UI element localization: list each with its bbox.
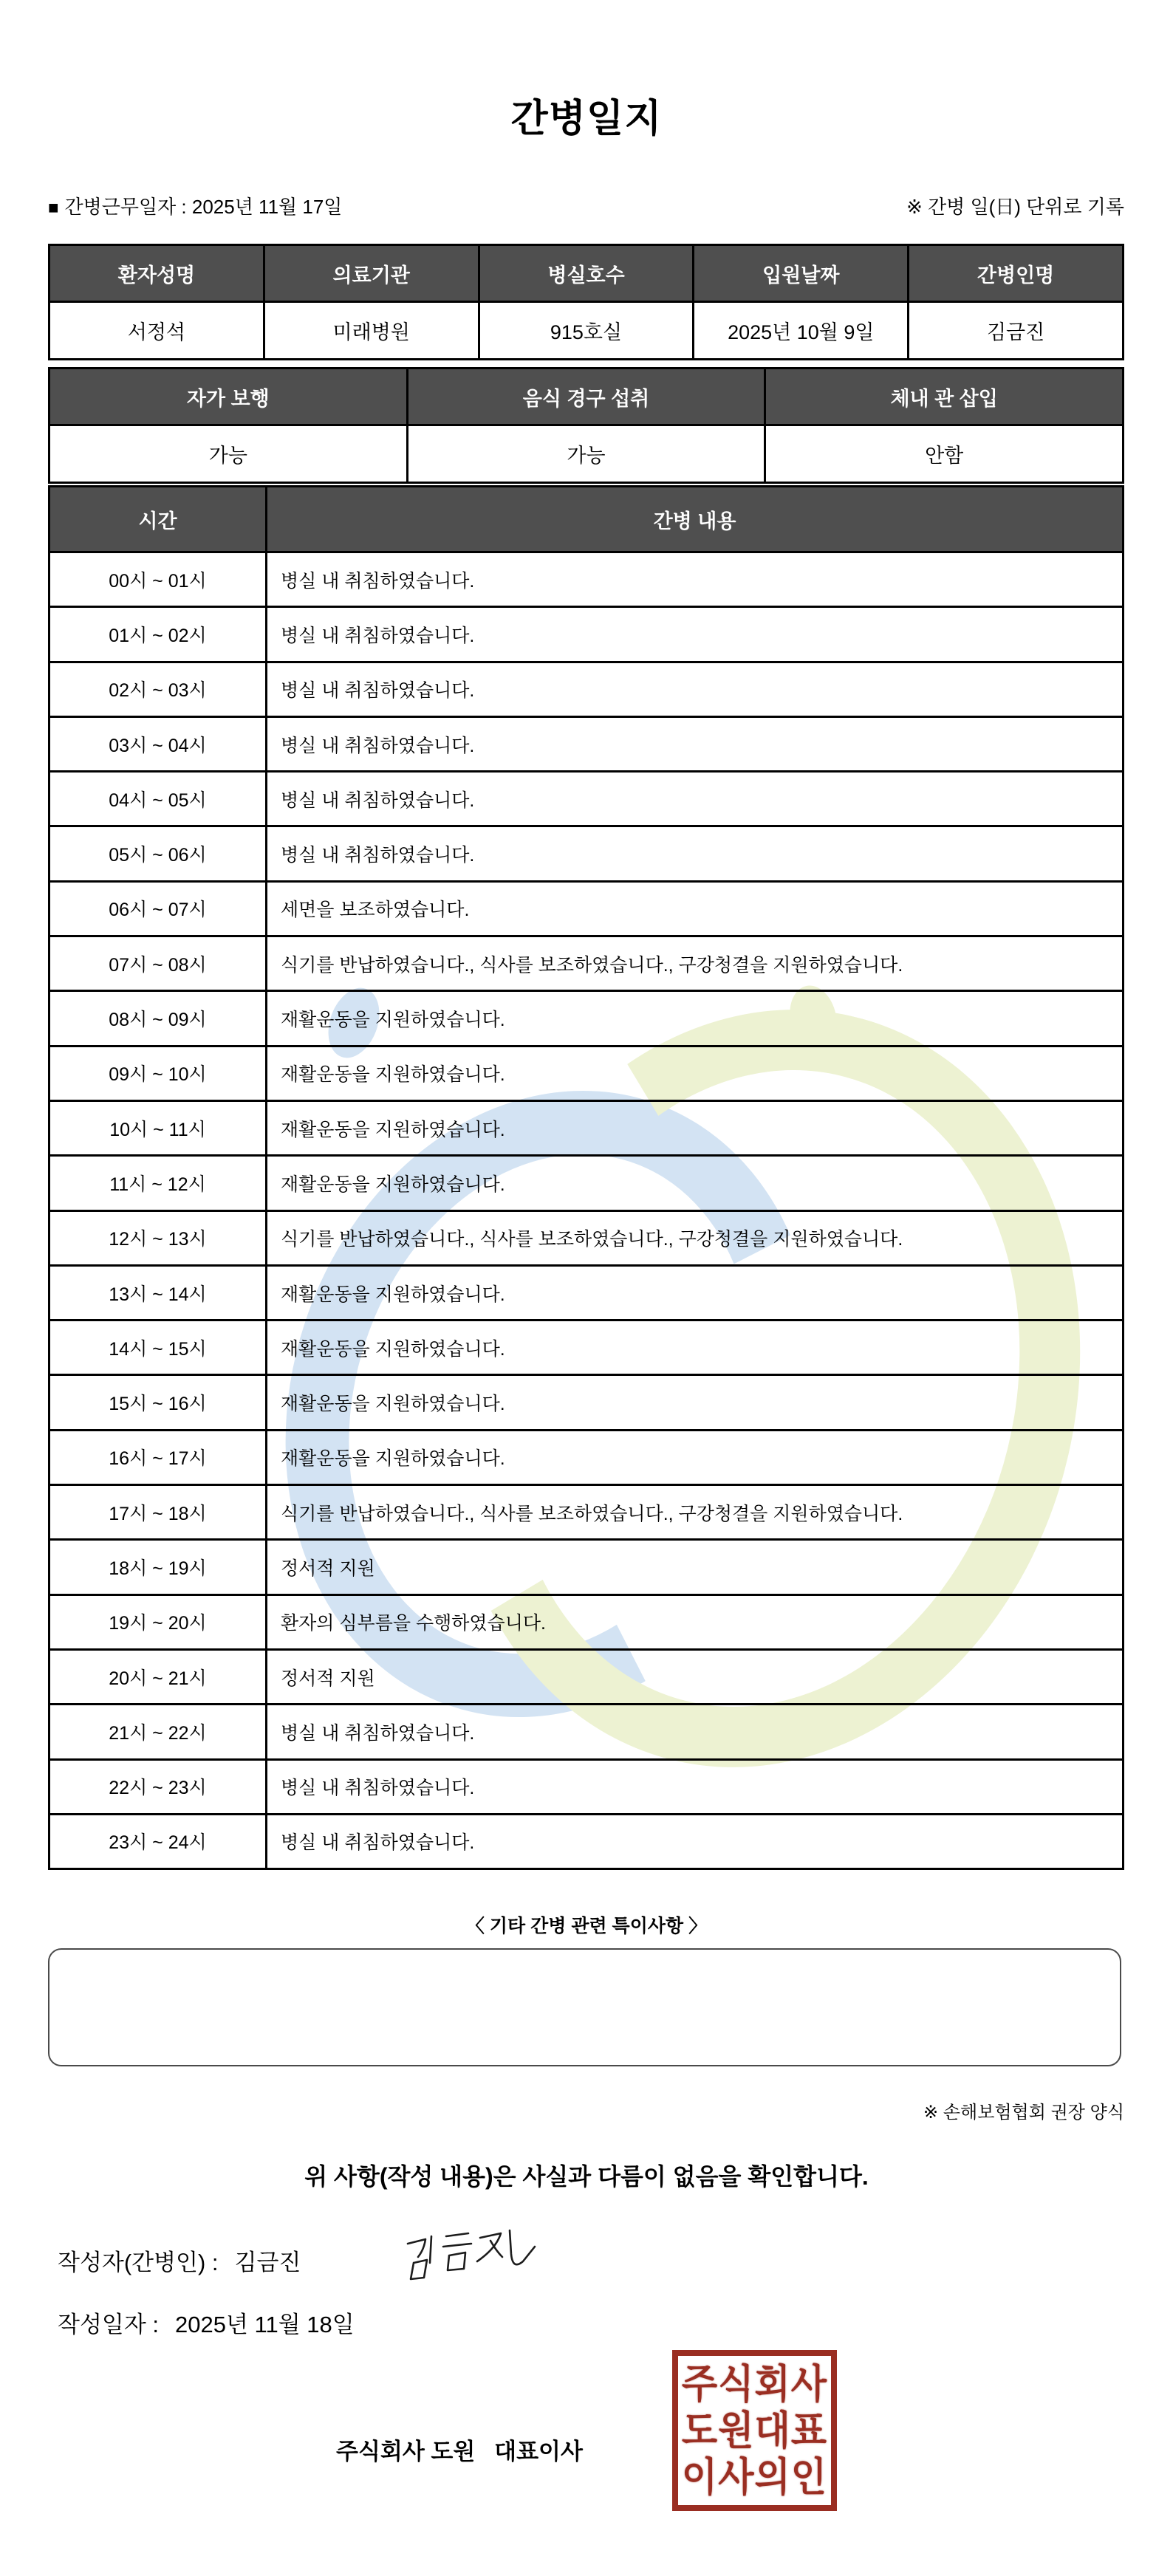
care-log-content: 식기를 반납하였습니다., 식사를 보조하였습니다., 구강청결을 지원하였습니다. xyxy=(267,1485,1124,1540)
care-log-time: 20시 ~ 21시 xyxy=(49,1649,267,1704)
write-date-line xyxy=(58,2306,355,2339)
care-log-time: 21시 ~ 22시 xyxy=(49,1705,267,1759)
header-admission-date: 입원날짜 xyxy=(694,245,909,302)
header-patient-name: 환자성명 xyxy=(49,245,264,302)
care-log-time: 18시 ~ 19시 xyxy=(49,1540,267,1594)
care-log-content: 재활운동을 지원하였습니다. xyxy=(267,1156,1124,1210)
remarks-section-title: 〈 기타 간병 관련 특이사항 〉 xyxy=(465,1916,708,1936)
care-log-content: 재활운동을 지원하였습니다. xyxy=(267,991,1124,1046)
insurance-form-note: ※ 손해보험협회 권장 양식 xyxy=(923,2103,1124,2123)
company-seal-stamp-icon xyxy=(672,2350,837,2511)
writer-name: 김금진 xyxy=(234,2250,301,2275)
care-log-row xyxy=(49,716,1124,771)
care-log-time: 06시 ~ 07시 xyxy=(49,881,267,936)
care-log-content: 세면을 보조하였습니다. xyxy=(267,881,1124,936)
care-log-time: 01시 ~ 02시 xyxy=(49,607,267,662)
value-oral-intake: 가능 xyxy=(407,425,765,483)
care-log-time: 11시 ~ 12시 xyxy=(49,1156,267,1210)
header-oral-intake: 음식 경구 섭취 xyxy=(407,369,765,425)
care-log-content: 정서적 지원 xyxy=(267,1540,1124,1594)
signature-strokes-icon xyxy=(397,2224,538,2298)
care-log-content: 재활운동을 지원하였습니다. xyxy=(267,1100,1124,1155)
page-title: 간병일지 xyxy=(510,97,663,140)
care-log-row xyxy=(49,1485,1124,1540)
care-log-content: 병실 내 취침하였습니다. xyxy=(267,1759,1124,1814)
meta-row xyxy=(48,192,1124,219)
value-medical-org: 미래병원 xyxy=(264,302,479,360)
value-tube-inserted: 안함 xyxy=(765,425,1124,483)
care-log-content: 재활운동을 지원하였습니다. xyxy=(267,1046,1124,1100)
care-log-time: 19시 ~ 20시 xyxy=(49,1594,267,1649)
header-self-walking: 자가 보행 xyxy=(49,369,408,425)
value-patient-name: 서정석 xyxy=(49,302,264,360)
care-log-time: 02시 ~ 03시 xyxy=(49,662,267,716)
care-work-date xyxy=(48,192,342,219)
care-log-time: 03시 ~ 04시 xyxy=(49,716,267,771)
writer-label: 작성자(간병인) : xyxy=(58,2250,219,2275)
care-log-time: 16시 ~ 17시 xyxy=(49,1430,267,1484)
care-log-row xyxy=(49,1814,1124,1868)
header-room-number: 병실호수 xyxy=(479,245,694,302)
care-log-header-row xyxy=(49,487,1124,552)
care-log-content: 병실 내 취침하였습니다. xyxy=(267,826,1124,881)
care-work-date-text: 간병근무일자 : 2025년 11월 17일 xyxy=(64,196,343,218)
care-log-content: 재활운동을 지원하였습니다. xyxy=(267,1375,1124,1430)
care-log-row xyxy=(49,1540,1124,1594)
patient-info-table xyxy=(48,244,1124,360)
care-log-row xyxy=(49,1265,1124,1320)
care-log-time: 23시 ~ 24시 xyxy=(49,1814,267,1868)
care-log-row xyxy=(49,1375,1124,1430)
caregiver-signature xyxy=(397,2224,538,2302)
care-log-content: 병실 내 취침하였습니다. xyxy=(267,1814,1124,1868)
value-room-number: 915호실 xyxy=(479,302,694,360)
care-log-row xyxy=(49,936,1124,991)
care-log-time: 12시 ~ 13시 xyxy=(49,1210,267,1265)
care-log-row xyxy=(49,1759,1124,1814)
care-log-row xyxy=(49,1046,1124,1100)
care-log-content: 식기를 반납하였습니다., 식사를 보조하였습니다., 구강청결을 지원하였습니다. xyxy=(267,1210,1124,1265)
header-tube-inserted: 체내 관 삽입 xyxy=(765,369,1124,425)
square-bullet-icon: ■ xyxy=(48,198,59,218)
care-log-time: 22시 ~ 23시 xyxy=(49,1759,267,1814)
writer-line xyxy=(58,2244,301,2277)
care-log-time: 05시 ~ 06시 xyxy=(49,826,267,881)
care-log-body xyxy=(49,552,1124,1869)
care-log-content: 정서적 지원 xyxy=(267,1649,1124,1704)
care-log-time: 10시 ~ 11시 xyxy=(49,1100,267,1155)
care-log-row xyxy=(49,991,1124,1046)
care-log-table xyxy=(48,485,1124,1870)
care-log-content: 병실 내 취침하였습니다. xyxy=(267,552,1124,607)
care-log-time: 09시 ~ 10시 xyxy=(49,1046,267,1100)
stamp-row-3: 이사의인 xyxy=(681,2454,828,2500)
care-log-content: 병실 내 취침하였습니다. xyxy=(267,607,1124,662)
care-log-row xyxy=(49,607,1124,662)
care-log-row xyxy=(49,881,1124,936)
header-medical-org: 의료기관 xyxy=(264,245,479,302)
care-log-row xyxy=(49,662,1124,716)
care-log-time: 14시 ~ 15시 xyxy=(49,1320,267,1375)
care-log-row xyxy=(49,1705,1124,1759)
care-log-time: 15시 ~ 16시 xyxy=(49,1375,267,1430)
care-log-row xyxy=(49,1649,1124,1704)
value-self-walking: 가능 xyxy=(49,425,408,483)
care-log-time: 17시 ~ 18시 xyxy=(49,1485,267,1540)
care-log-content: 병실 내 취침하였습니다. xyxy=(267,716,1124,771)
care-log-row xyxy=(49,826,1124,881)
care-log-content: 재활운동을 지원하였습니다. xyxy=(267,1320,1124,1375)
patient-info-value-row xyxy=(49,302,1124,360)
record-unit-note: ※ 간병 일(日) 단위로 기록 xyxy=(906,196,1124,218)
care-log-row xyxy=(49,552,1124,607)
header-care-content: 간병 내용 xyxy=(267,487,1124,552)
value-caregiver-name: 김금진 xyxy=(909,302,1124,360)
care-log-content: 병실 내 취침하였습니다. xyxy=(267,662,1124,716)
value-admission-date: 2025년 10월 9일 xyxy=(694,302,909,360)
care-log-time: 07시 ~ 08시 xyxy=(49,936,267,991)
care-log-content: 환자의 심부름을 수행하였습니다. xyxy=(267,1594,1124,1649)
care-log-row xyxy=(49,772,1124,826)
care-log-row xyxy=(49,1430,1124,1484)
patient-status-header-row xyxy=(49,369,1124,425)
care-log-row xyxy=(49,1320,1124,1375)
care-log-time: 08시 ~ 09시 xyxy=(49,991,267,1046)
care-log-time: 04시 ~ 05시 xyxy=(49,772,267,826)
write-date-value: 2025년 11월 18일 xyxy=(175,2312,355,2337)
care-log-content: 병실 내 취침하였습니다. xyxy=(267,772,1124,826)
care-log-time: 13시 ~ 14시 xyxy=(49,1265,267,1320)
header-caregiver-name: 간병인명 xyxy=(909,245,1124,302)
stamp-row-2: 도원대표 xyxy=(681,2408,828,2453)
company-ceo-line: 주식회사 도원 대표이사 xyxy=(336,2439,583,2464)
remarks-box xyxy=(48,1948,1121,2066)
care-log-time: 00시 ~ 01시 xyxy=(49,552,267,607)
care-log-content: 식기를 반납하였습니다., 식사를 보조하였습니다., 구강청결을 지원하였습니다. xyxy=(267,936,1124,991)
care-log-row xyxy=(49,1594,1124,1649)
care-log-content: 재활운동을 지원하였습니다. xyxy=(267,1430,1124,1484)
patient-status-table xyxy=(48,367,1124,484)
care-log-content: 병실 내 취침하였습니다. xyxy=(267,1705,1124,1759)
header-time: 시간 xyxy=(49,487,267,552)
care-log-content: 재활운동을 지원하였습니다. xyxy=(267,1265,1124,1320)
confirmation-statement: 위 사항(작성 내용)은 사실과 다름이 없음을 확인합니다. xyxy=(304,2163,869,2190)
stamp-row-1: 주식회사 xyxy=(681,2361,828,2407)
care-log-row xyxy=(49,1210,1124,1265)
care-log-row xyxy=(49,1156,1124,1210)
write-date-label: 작성일자 : xyxy=(58,2312,160,2337)
care-log-row xyxy=(49,1100,1124,1155)
patient-status-value-row xyxy=(49,425,1124,483)
patient-info-header-row xyxy=(49,245,1124,302)
